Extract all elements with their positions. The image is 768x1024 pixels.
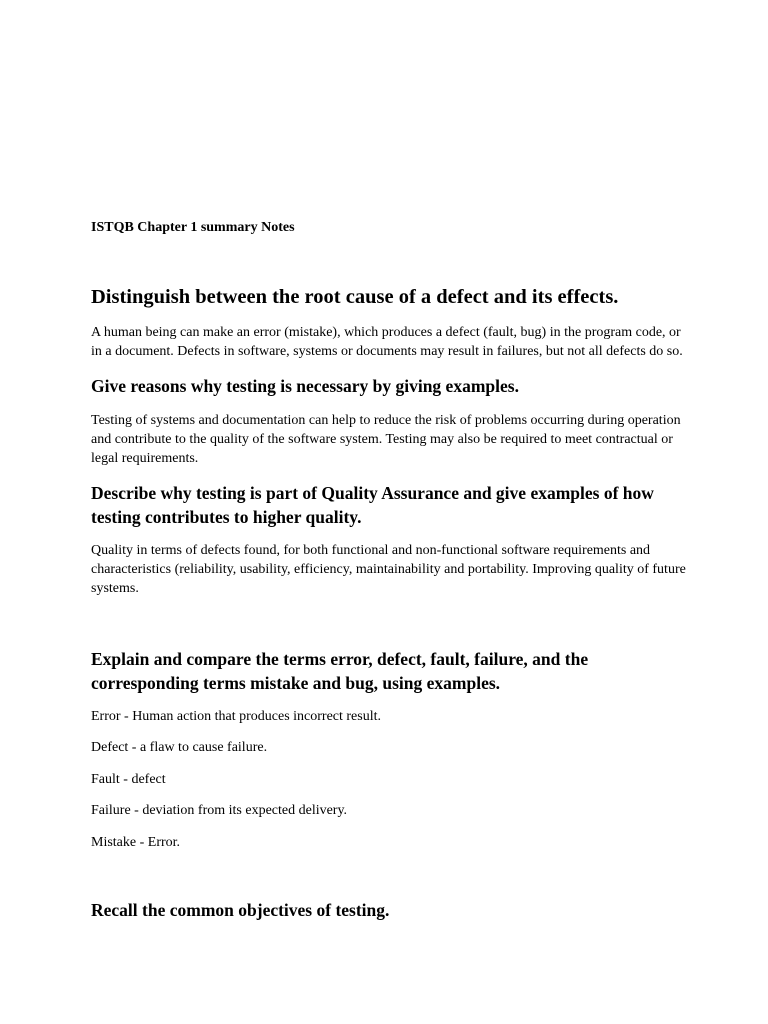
term-defect: Defect - a flaw to cause failure. [91, 740, 268, 755]
section-heading-root-cause: Distinguish between the root cause of a defect and its effects. [91, 286, 619, 308]
term-error: Error - Human action that produces incorrect result. [91, 709, 382, 724]
term-failure: Failure - deviation from its expected delivery. [91, 803, 348, 818]
section-heading-quality-assurance: Describe why testing is part of Quality Assurance and give examples of how testing contributes to higher quality. [91, 483, 654, 527]
document-title: ISTQB Chapter 1 summary Notes [91, 220, 295, 235]
section-body-quality-assurance: Quality in terms of defects found, for both functional and non-functional software requirements and characteristics (reliability, usability, efficiency, maintainability and portability. Improving quality of future systems. [91, 543, 686, 596]
term-fault: Fault - defect [91, 772, 166, 787]
section-heading-objectives: Recall the common objectives of testing. [91, 900, 390, 920]
section-heading-why-testing: Give reasons why testing is necessary by giving examples. [91, 376, 519, 396]
term-mistake: Mistake - Error. [91, 835, 181, 850]
section-body-root-cause: A human being can make an error (mistake), which produces a defect (fault, bug) in the program code, or in a document. Defects in software, systems or documents may result in failures, but not all defects do so. [91, 325, 683, 359]
section-heading-terms: Explain and compare the terms error, defect, fault, failure, and the corresponding terms mistake and bug, using examples. [91, 649, 589, 693]
section-body-why-testing: Testing of systems and documentation can help to reduce the risk of problems occurring during operation and contribute to the quality of the software system. Testing may also be required to meet contractual or legal requirements. [91, 413, 681, 466]
